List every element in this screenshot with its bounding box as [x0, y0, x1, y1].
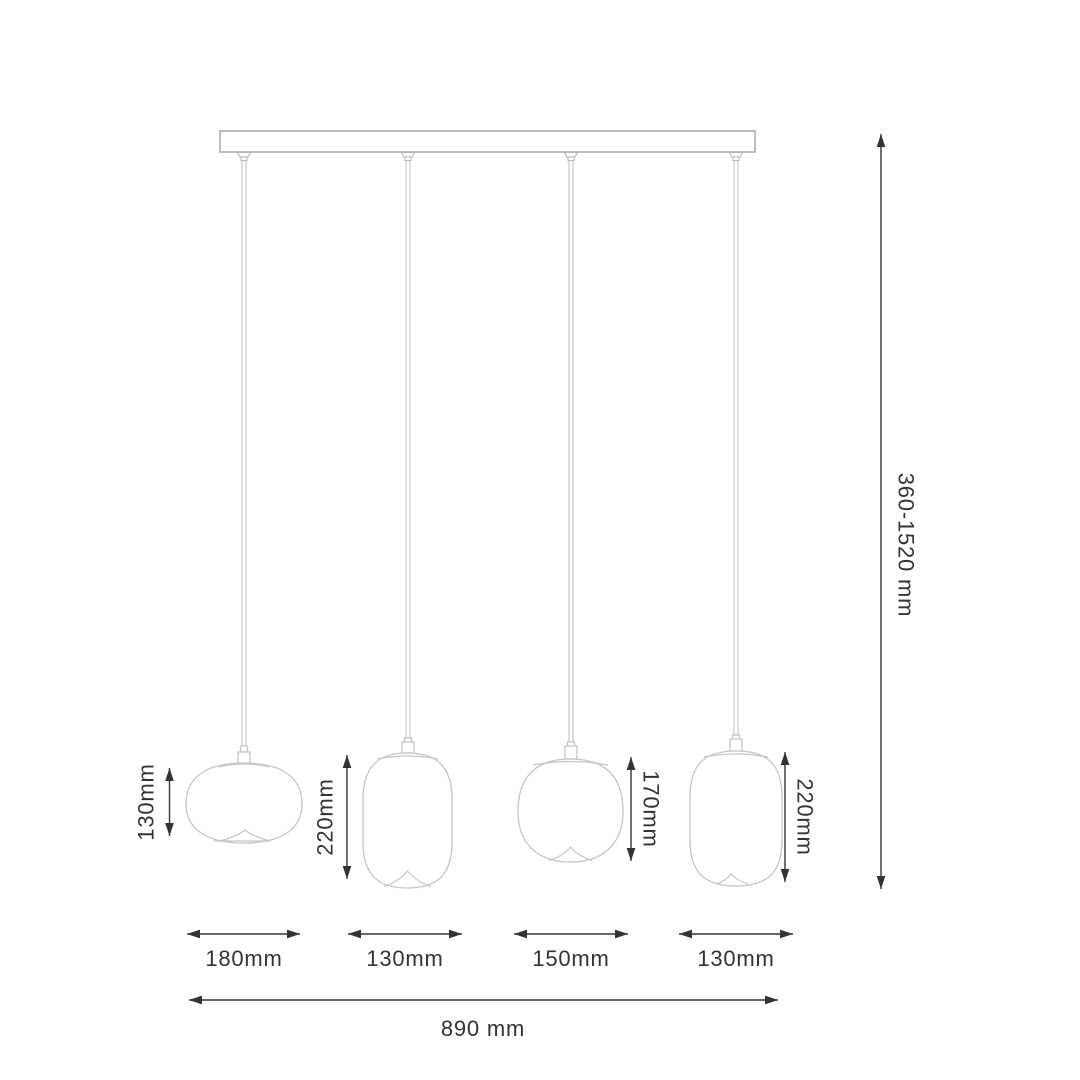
- shade-2-width-label: 130mm: [366, 946, 444, 971]
- cord-attachment-1: [238, 153, 251, 158]
- shade-4-height-label: 220mm: [792, 778, 818, 856]
- cord-2: [406, 161, 410, 740]
- ceiling-canopy-bar: [220, 131, 755, 152]
- shade-2-body: [363, 753, 452, 888]
- drop-height-label: 360-1520 mm: [893, 472, 919, 618]
- socket-1: [238, 752, 250, 764]
- shade-4-width-label: 130mm: [697, 946, 775, 971]
- shade-4-body: [690, 751, 782, 886]
- socket-3: [565, 746, 577, 759]
- cord-attachment-2: [402, 153, 415, 158]
- lamp-shade-2: [363, 753, 452, 888]
- socket-2: [402, 742, 414, 753]
- lamp-shade-3: [518, 759, 623, 862]
- cord-attachments: [238, 153, 743, 161]
- cord-ferrule-2: [405, 157, 411, 161]
- socket-collar-1: [241, 746, 248, 752]
- cord-ferrule-3: [568, 157, 574, 161]
- cord-ferrule-1: [241, 157, 247, 161]
- lamp-sockets: [238, 735, 742, 764]
- cord-attachment-3: [565, 153, 578, 158]
- cord-ferrule-4: [733, 157, 739, 161]
- suspension-cords: [242, 161, 738, 748]
- cord-attachment-4: [730, 153, 743, 158]
- lamp-shade-1: [186, 763, 302, 843]
- shade-2-height-label: 220mm: [312, 778, 338, 856]
- dimension-overall-width: [189, 1000, 778, 1041]
- dimension-shade-widths: [187, 934, 793, 971]
- shade-3-width-label: 150mm: [532, 946, 610, 971]
- shade-1-height-label: 130mm: [133, 763, 159, 841]
- shade-3-height-label: 170mm: [638, 770, 664, 848]
- overall-width-label: 890 mm: [440, 1016, 526, 1041]
- cord-4: [734, 161, 738, 737]
- socket-4: [730, 739, 742, 751]
- dimension-drop-height: [881, 134, 918, 889]
- cord-1: [242, 161, 246, 748]
- cord-3: [569, 161, 573, 744]
- lamp-shade-4: [690, 751, 782, 886]
- shade-1-width-label: 180mm: [205, 946, 283, 971]
